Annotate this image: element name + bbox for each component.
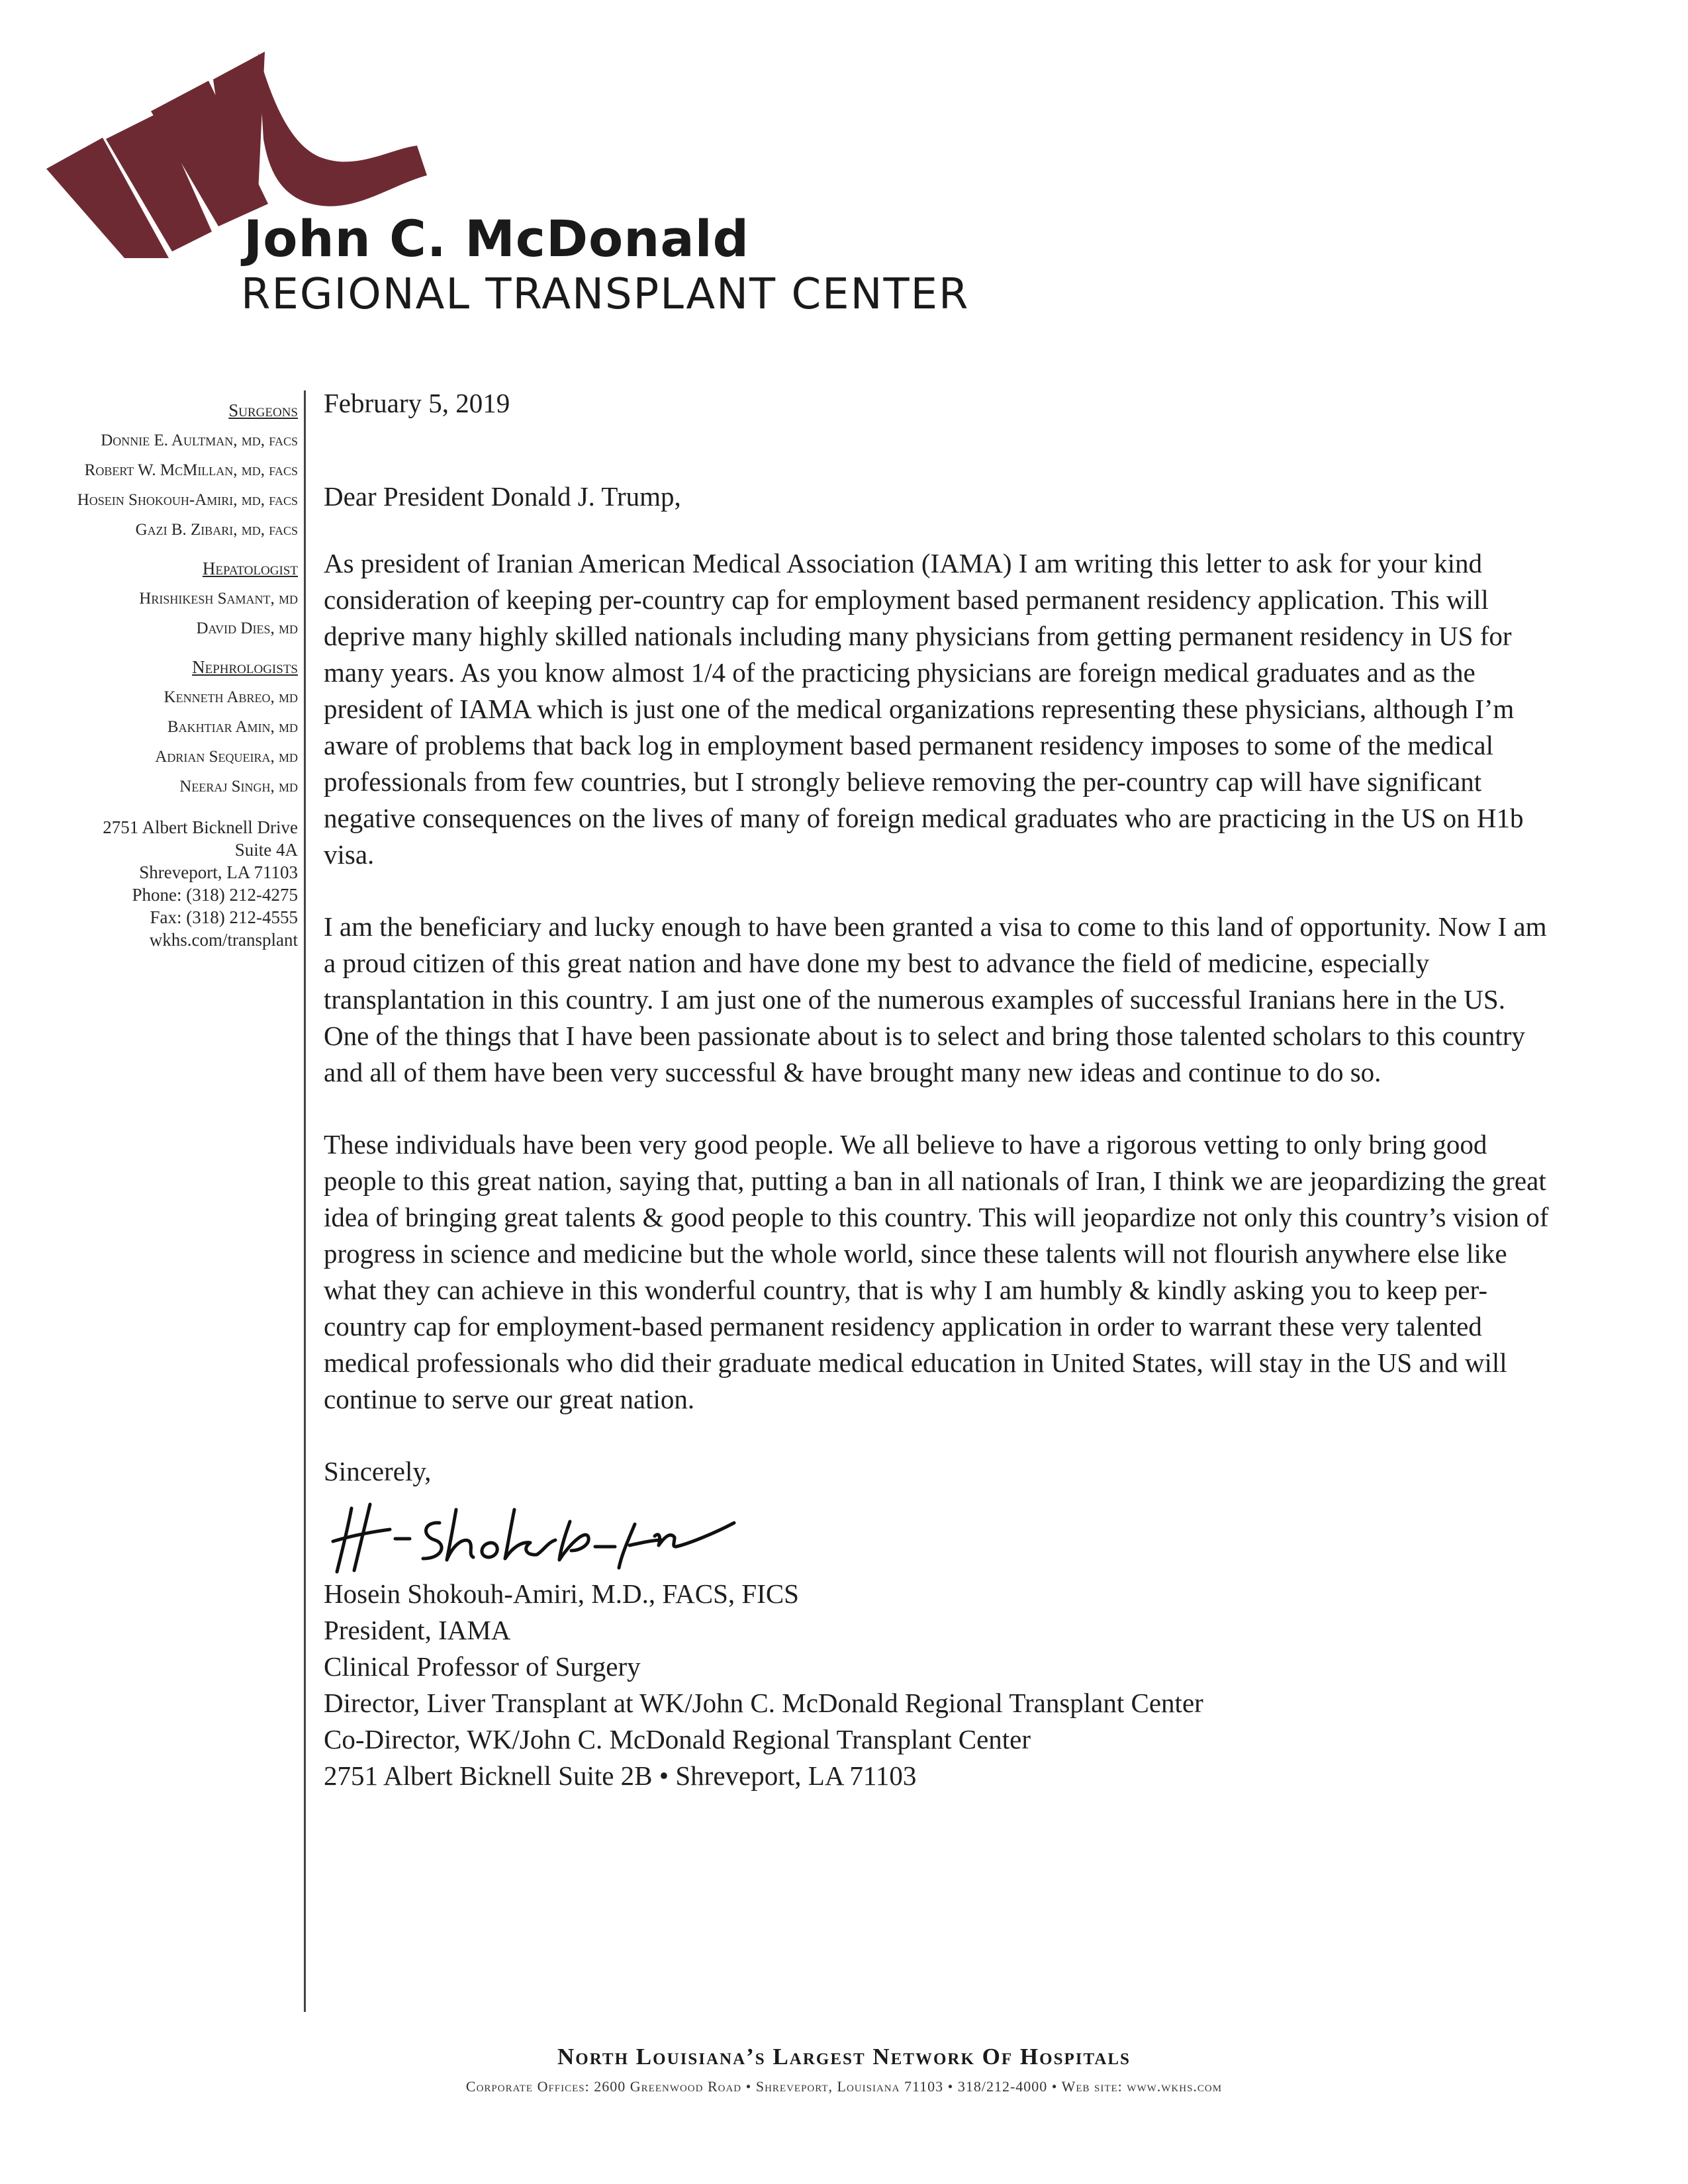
handwritten-signature	[324, 1490, 1555, 1576]
signer-name: Hosein Shokouh-Amiri, M.D., FACS, FICS	[324, 1578, 799, 1609]
org-name: John C. McDonald	[244, 209, 750, 268]
nephrologist-name: Adrian Sequeira, md	[155, 748, 298, 766]
address-line: 2751 Albert Bicknell Drive	[103, 817, 298, 837]
surgeon-name: Gazi B. Zibari, md, facs	[135, 521, 298, 539]
letter-body	[324, 385, 1555, 1794]
hepatologist-heading: Hepatologist	[202, 559, 298, 578]
signer-title: Co-Director, WK/John C. McDonald Regional Transplant Center	[324, 1724, 1031, 1754]
phone-line: Phone: (318) 212-4275	[132, 885, 298, 905]
website-line: wkhs.com/transplant	[149, 930, 298, 950]
signer-title: Director, Liver Transplant at WK/John C. McDonald Regional Transplant Center	[324, 1688, 1203, 1718]
nephrologists-heading: Nephrologists	[192, 657, 298, 677]
letter-greeting: Dear President Donald J. Trump,	[324, 481, 681, 512]
surgeon-name: Donnie E. Aultman, md, facs	[101, 432, 298, 449]
center-address	[13, 816, 298, 951]
letter-paragraph: I am the beneficiary and lucky enough to have been granted a visa to come to this land of opportunity. Now I am a proud citizen of this great nation and have done my best to advance the field of medicine, especially transplantation in this country. I am just one of the numerous examples of successful Iranians here in the US. One of the things that I have been passionate about is to select and bring those talented scholars to this country and all of them have been very successful & have brought many new ideas and continue to do so.	[324, 911, 1547, 1087]
address-line: Shreveport, LA 71103	[139, 862, 298, 882]
footer-title: North Louisiana’s Largest Network Of Hospitals	[557, 2044, 1131, 2070]
address-line: Suite 4A	[234, 840, 298, 860]
org-subtitle: REGIONAL TRANSPLANT CENTER	[241, 270, 970, 319]
letter-date: February 5, 2019	[324, 388, 510, 418]
signer-title: President, IAMA	[324, 1615, 511, 1645]
surgeons-heading: Surgeons	[228, 400, 298, 420]
letter-paragraph: As president of Iranian American Medical Association (IAMA) I am writing this letter to ask for your kind consideration of keeping per-country cap for employment based permanent residency application. This will deprive many highly skilled nationals including many physicians from getting permanent residency in US for many years. As you know almost 1/4 of the practicing physicians are foreign medical graduates and as the president of IAMA which is just one of the medical organizations representing these physicians, although I’m aware of problems that back log in employment based permanent residency imposes to some of the medical professionals from few countries, but I strongly believe removing the per-country cap will have significant negative consequences on the lives of many of foreign medical graduates who are practicing in the US on H1b visa.	[324, 548, 1524, 870]
signer-address: 2751 Albert Bicknell Suite 2B • Shreveport, LA 71103	[324, 1760, 917, 1791]
nephrologist-name: Kenneth Abreo, md	[164, 688, 298, 706]
hepatologist-name: David Dies, md	[196, 619, 298, 637]
surgeon-name: Hosein Shokouh-Amiri, md, facs	[77, 491, 298, 509]
fax-line: Fax: (318) 212-4555	[150, 907, 298, 927]
hepatologist-name: Hrishikesh Samant, md	[139, 590, 298, 608]
nephrologist-name: Bakhtiar Amin, md	[167, 718, 298, 736]
signer-title: Clinical Professor of Surgery	[324, 1651, 641, 1682]
letter-paragraph: These individuals have been very good people. We all believe to have a rigorous vetting to only bring good people to this great nation, saying that, putting a ban in all nationals of Iran, I think we are jeopardizing the great idea of bringing great talents & good people to this country. This will jeopardize not only this country’s vision of progress in science and medicine but the whole world, since these talents will not flourish anywhere else like what they can achieve in this wonderful country, that is why I am humbly & kindly asking you to keep per-country cap for employment-based permanent residency application in order to warrant these very talented medical professionals who did their graduate medical education in United States, will stay in the US and will continue to serve our great nation.	[324, 1129, 1549, 1414]
staff-sidebar	[13, 396, 298, 951]
letter-closing: Sincerely,	[324, 1456, 432, 1486]
signature-image	[324, 1490, 787, 1576]
divider-rule	[304, 390, 306, 2012]
footer-info: Corporate Offices: 2600 Greenwood Road • Shreveport, Louisiana 71103 • 318/212-4000 • Web site: www.wkhs.com	[465, 2078, 1223, 2095]
surgeon-name: Robert W. McMillan, md, facs	[84, 461, 298, 479]
nephrologist-name: Neeraj Singh, md	[179, 778, 298, 796]
